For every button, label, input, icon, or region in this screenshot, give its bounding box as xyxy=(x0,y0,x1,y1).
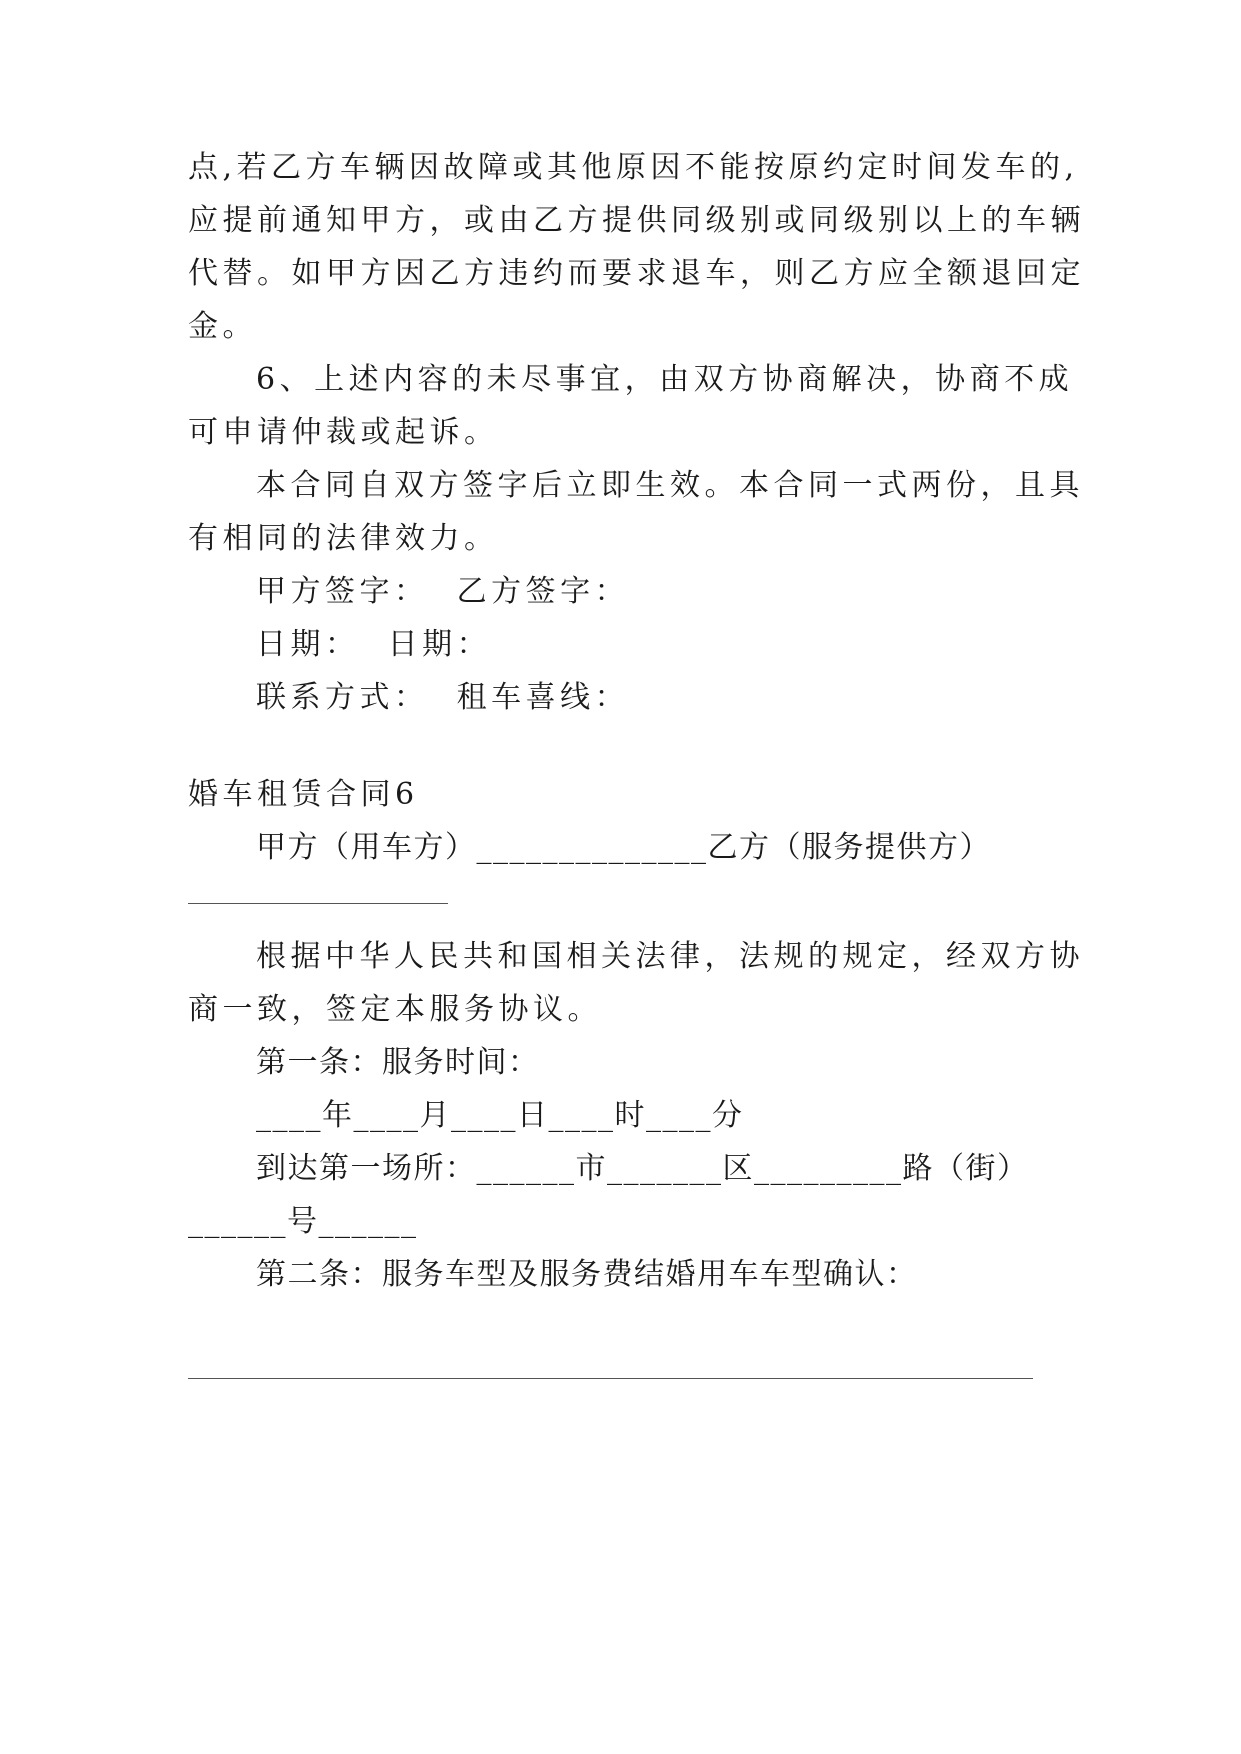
article-heading: 第一条：服务时间： xyxy=(256,1045,540,1080)
text-line: 有相同的法律效力。 xyxy=(188,521,499,556)
article-heading: 第二条：服务车型及服务费结婚用车车型确认： xyxy=(256,1257,918,1292)
time-fill-line: ____年____月____日____时____分 xyxy=(256,1098,744,1133)
signature-line: 甲方签字： 乙方签字： xyxy=(256,574,630,609)
text-line: 根据中华人民共和国相关法律，法规的规定，经双方协 xyxy=(256,939,1084,974)
text-line: 点,若乙方车辆因故障或其他原因不能按原约定时间发车的, xyxy=(188,150,1079,185)
contact-line: 联系方式： 租车喜线： xyxy=(256,680,630,715)
text-line: 6、上述内容的未尽事宜，由双方协商解决，协商不成 xyxy=(256,362,1074,397)
date-line: 日期： 日期： xyxy=(256,627,492,662)
number-fill-line: ______号______ xyxy=(188,1204,418,1239)
text-line: 代替。如甲方因乙方违约而要求退车，则乙方应全额退回定 xyxy=(188,256,1085,291)
party-line: 甲方（用车方）______________乙方（服务提供方） xyxy=(256,830,991,865)
text-line: 金。 xyxy=(188,309,257,344)
text-line: 可申请仲裁或起诉。 xyxy=(188,415,499,450)
location-fill-line: 到达第一场所：______市_______区_________路（街） xyxy=(256,1151,1029,1186)
section-title: 婚车租赁合同6 xyxy=(188,777,419,812)
text-line: 商一致，签定本服务协议。 xyxy=(188,992,602,1027)
blank-underline xyxy=(188,1378,1033,1379)
blank-underline xyxy=(188,903,448,904)
text-line: 本合同自双方签字后立即生效。本合同一式两份，且具 xyxy=(256,468,1084,503)
text-line: 应提前通知甲方，或由乙方提供同级别或同级别以上的车辆 xyxy=(188,203,1085,238)
